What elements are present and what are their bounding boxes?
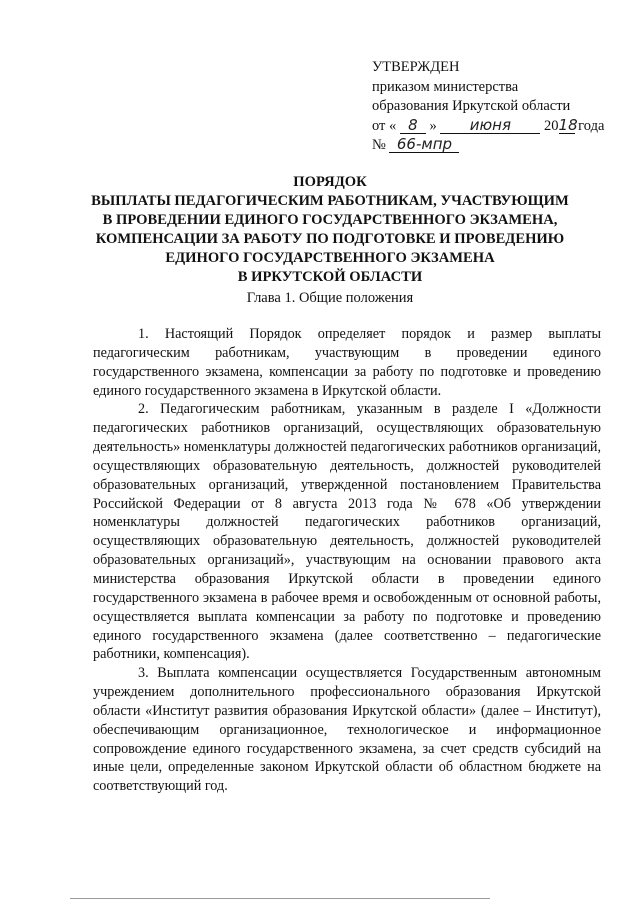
title-line: В ПРОВЕДЕНИИ ЕДИНОГО ГОСУДАРСТВЕННОГО ЭКЗАМЕНА, (102, 212, 558, 228)
handwritten-year: 18 (558, 115, 578, 134)
approval-stamp (372, 58, 612, 156)
document-body (93, 325, 601, 796)
date-year-prefix: 20 (544, 117, 559, 134)
paragraph-3: 3. Выплата компенсации осуществляется Государственным автономным учреждением дополнительного профессионального образования Иркутской области «Институт развития образования Иркутской области» (далее – Институт), обеспечивающим организационное, технологическое и информационное сопровождение единого государственного экзамена, за счет средств субсидий на иные цели, определенные законом Иркутской области об областном бюджете на соответствующий год. (93, 665, 601, 795)
date-prefix: от « (372, 117, 397, 134)
approval-date-line (372, 117, 612, 137)
approval-order-line: приказом министерства (372, 78, 519, 95)
handwritten-month: июня (440, 118, 540, 134)
date-mid: » (429, 117, 437, 134)
paragraph-1: 1. Настоящий Порядок определяет порядок и размер выплаты педагогическим работникам, участвующим в проведении единого государственного экзамена, компенсации за работу по подготовке и проведению единого государственного экзамена в Иркутской области. (93, 326, 601, 399)
handwritten-day: 8 (400, 118, 426, 134)
title-line: ПОРЯДОК (293, 174, 367, 190)
title-line: ЕДИНОГО ГОСУДАРСТВЕННОГО ЭКЗАМЕНА (165, 250, 495, 266)
paragraph-2: 2. Педагогическим работникам, указанным в разделе I «Должности педагогических работников организаций, осуществляющих образовательную деятельность» номенклатуры должностей педагогических работников организаций, осуществляющих образовательную деятельность, должностей руководителей образовательных организаций, утвержденной постановлением Правительства Российской Федерации от 8 августа 2013 года № 678 «Об утверждении номенклатуры должностей педагогических работников организаций, осуществляющих образовательную деятельность, должностей руководителей образовательных организаций», участвующим на основании правового акта министерства образования Иркутской области в проведении единого государственного экзамена в рабочее время и освобожденным от основной работы, осуществляется выплата компенсации за работу по подготовке и проведению единого государственного экзамена (далее соответственно – педагогические работники, компенсация). (93, 401, 601, 663)
title-line: ВЫПЛАТЫ ПЕДАГОГИЧЕСКИМ РАБОТНИКАМ, УЧАСТВУЮЩИМ (91, 193, 569, 209)
date-suffix: года (578, 117, 605, 134)
approval-heading: УТВЕРЖДЕН (372, 59, 460, 75)
page-bottom-divider (70, 898, 490, 902)
title-line: В ИРКУТСКОЙ ОБЛАСТИ (237, 269, 423, 285)
approval-ministry-line: образования Иркутской области (372, 98, 571, 114)
number-prefix: № (372, 137, 386, 153)
chapter-heading: Глава 1. Общие положения (246, 290, 414, 306)
handwritten-number: 66-мпр (389, 137, 459, 153)
title-line: КОМПЕНСАЦИИ ЗА РАБОТУ ПО ПОДГОТОВКЕ И ПРОВЕДЕНИЮ (95, 231, 565, 247)
document-title (70, 173, 590, 287)
approval-number-line (372, 136, 612, 156)
